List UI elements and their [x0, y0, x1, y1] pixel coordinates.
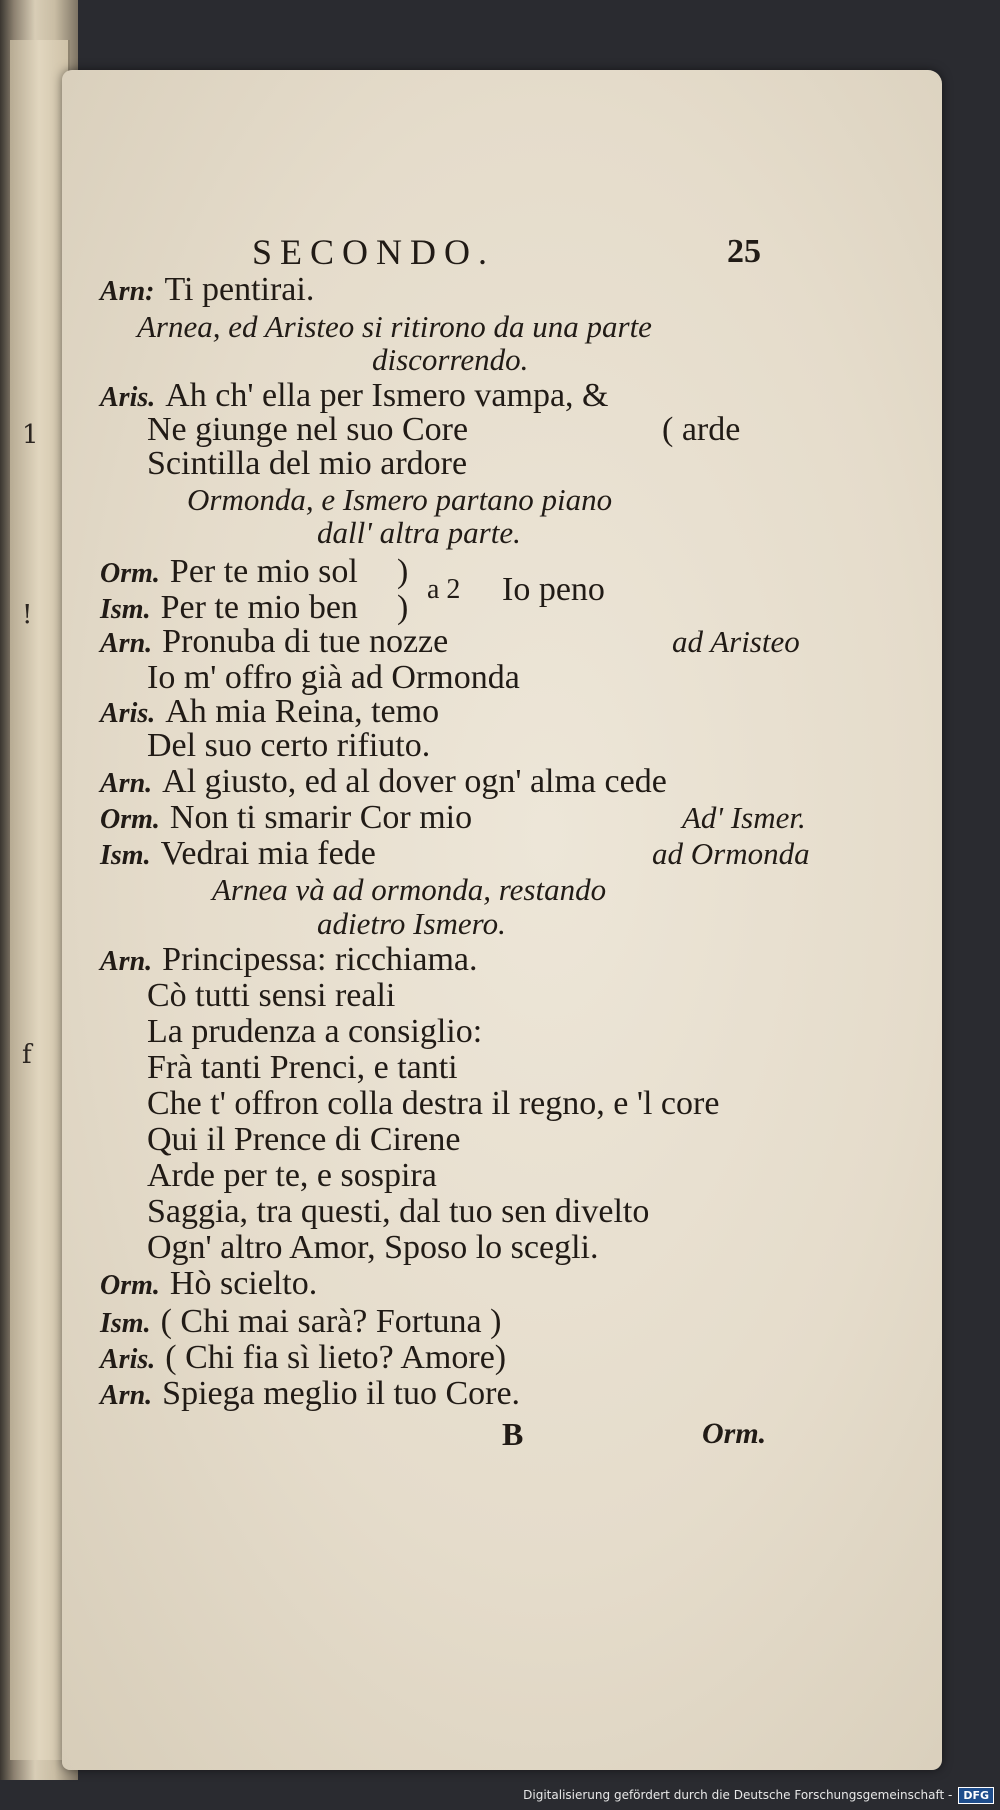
speaker-label: Ism.	[100, 840, 151, 871]
text-line: Ogn' altro Amor, Sposo lo scegli.	[147, 1229, 599, 1266]
margin-note: Ad' Ismer.	[682, 800, 806, 835]
dfg-logo: DFG	[958, 1787, 994, 1804]
speaker-label: Orm.	[100, 558, 160, 589]
margin-note: ( arde	[662, 411, 741, 448]
text-line	[100, 1264, 317, 1306]
stage-direction: Arnea, ed Aristeo si ritirono da una parte	[137, 309, 652, 344]
line-text: Pronuba di tue nozze	[162, 623, 449, 660]
line-text: Per te mio sol	[169, 553, 358, 590]
line-text: Ah mia Reina, temo	[165, 693, 440, 730]
duet-marker: a 2	[427, 574, 461, 605]
running-title: SECONDO.	[252, 232, 496, 272]
speaker-label: Arn.	[100, 946, 153, 977]
margin-note: ad Ormonda	[652, 836, 810, 871]
stage-direction: dall' altra parte.	[317, 515, 521, 550]
text-line	[100, 1374, 520, 1416]
duet-line: Io peno	[502, 571, 605, 608]
text-line: Ne giunge nel suo Core	[147, 411, 469, 448]
line-text: Non ti smarir Cor mio	[169, 799, 473, 836]
credit-text: Digitalisierung gefördert durch die Deutsche Forschungsgemeinschaft -	[523, 1788, 953, 1802]
speaker-label: Orm.	[100, 1270, 160, 1301]
speaker-label: Ism.	[100, 1308, 151, 1339]
signature-mark: B	[502, 1416, 524, 1452]
line-text: Ti pentirai.	[164, 271, 315, 308]
line-text: Principessa: ricchiama.	[162, 941, 478, 978]
speaker-label: Arn.	[100, 1380, 153, 1411]
speaker-label: Orm.	[100, 804, 160, 835]
text-line: Io m' offro già ad Ormonda	[147, 659, 520, 696]
speaker-label: Aris.	[100, 382, 156, 413]
text-line: Arde per te, e sospira	[147, 1157, 437, 1194]
line-text: Per te mio ben	[160, 589, 358, 626]
text-line	[100, 270, 314, 312]
speaker-label: Aris.	[100, 1344, 156, 1375]
spine-mark: !	[22, 600, 33, 630]
catchword: Orm.	[702, 1417, 767, 1450]
text-line: La prudenza a consiglio:	[147, 1013, 483, 1050]
facing-page-edge	[10, 40, 70, 1760]
line-text: ( Chi mai sarà? Fortuna )	[160, 1303, 502, 1340]
book-page	[62, 70, 942, 1770]
stage-direction: Ormonda, e Ismero partano piano	[187, 482, 613, 517]
speaker-label: Aris.	[100, 698, 156, 729]
page-number: 25	[727, 233, 761, 270]
speaker-label: Arn.	[100, 768, 153, 799]
duet-bracket-top: )	[397, 553, 409, 590]
text-line: Frà tanti Prenci, e tanti	[147, 1049, 458, 1086]
spine-mark: 1	[22, 420, 39, 450]
speaker-label: Arn.	[100, 628, 153, 659]
text-line: Che t' offron colla destra il regno, e 'l core	[147, 1085, 720, 1122]
line-text: Hò scielto.	[169, 1265, 318, 1302]
text-line: Saggia, tra questi, dal tuo sen divelto	[147, 1193, 650, 1230]
margin-note: ad Aristeo	[672, 624, 800, 659]
stage-direction: Arnea và ad ormonda, restando	[212, 872, 607, 907]
stage-direction: discorrendo.	[372, 342, 529, 377]
text-line: Scintilla del mio ardore	[147, 445, 468, 482]
stage-direction: adietro Ismero.	[317, 906, 506, 941]
duet-bracket-bottom: )	[397, 589, 409, 626]
line-text: Vedrai mia fede	[160, 835, 376, 872]
line-text: Ah ch' ella per Ismero vampa, &	[165, 377, 609, 414]
text-line: Qui il Prence di Cirene	[147, 1121, 461, 1158]
text-line: Cò tutti sensi reali	[147, 977, 396, 1014]
speaker-label: Ism.	[100, 594, 151, 625]
line-text: Al giusto, ed al dover ogn' alma cede	[162, 763, 667, 800]
line-text: Spiega meglio il tuo Core.	[162, 1375, 521, 1412]
line-text: ( Chi fia sì lieto? Amore)	[165, 1339, 507, 1376]
text-line: Del suo certo rifiuto.	[147, 727, 431, 764]
speaker-label: Arn:	[100, 276, 155, 307]
digitization-credit	[523, 1784, 994, 1806]
spine-mark: f	[22, 1040, 32, 1070]
